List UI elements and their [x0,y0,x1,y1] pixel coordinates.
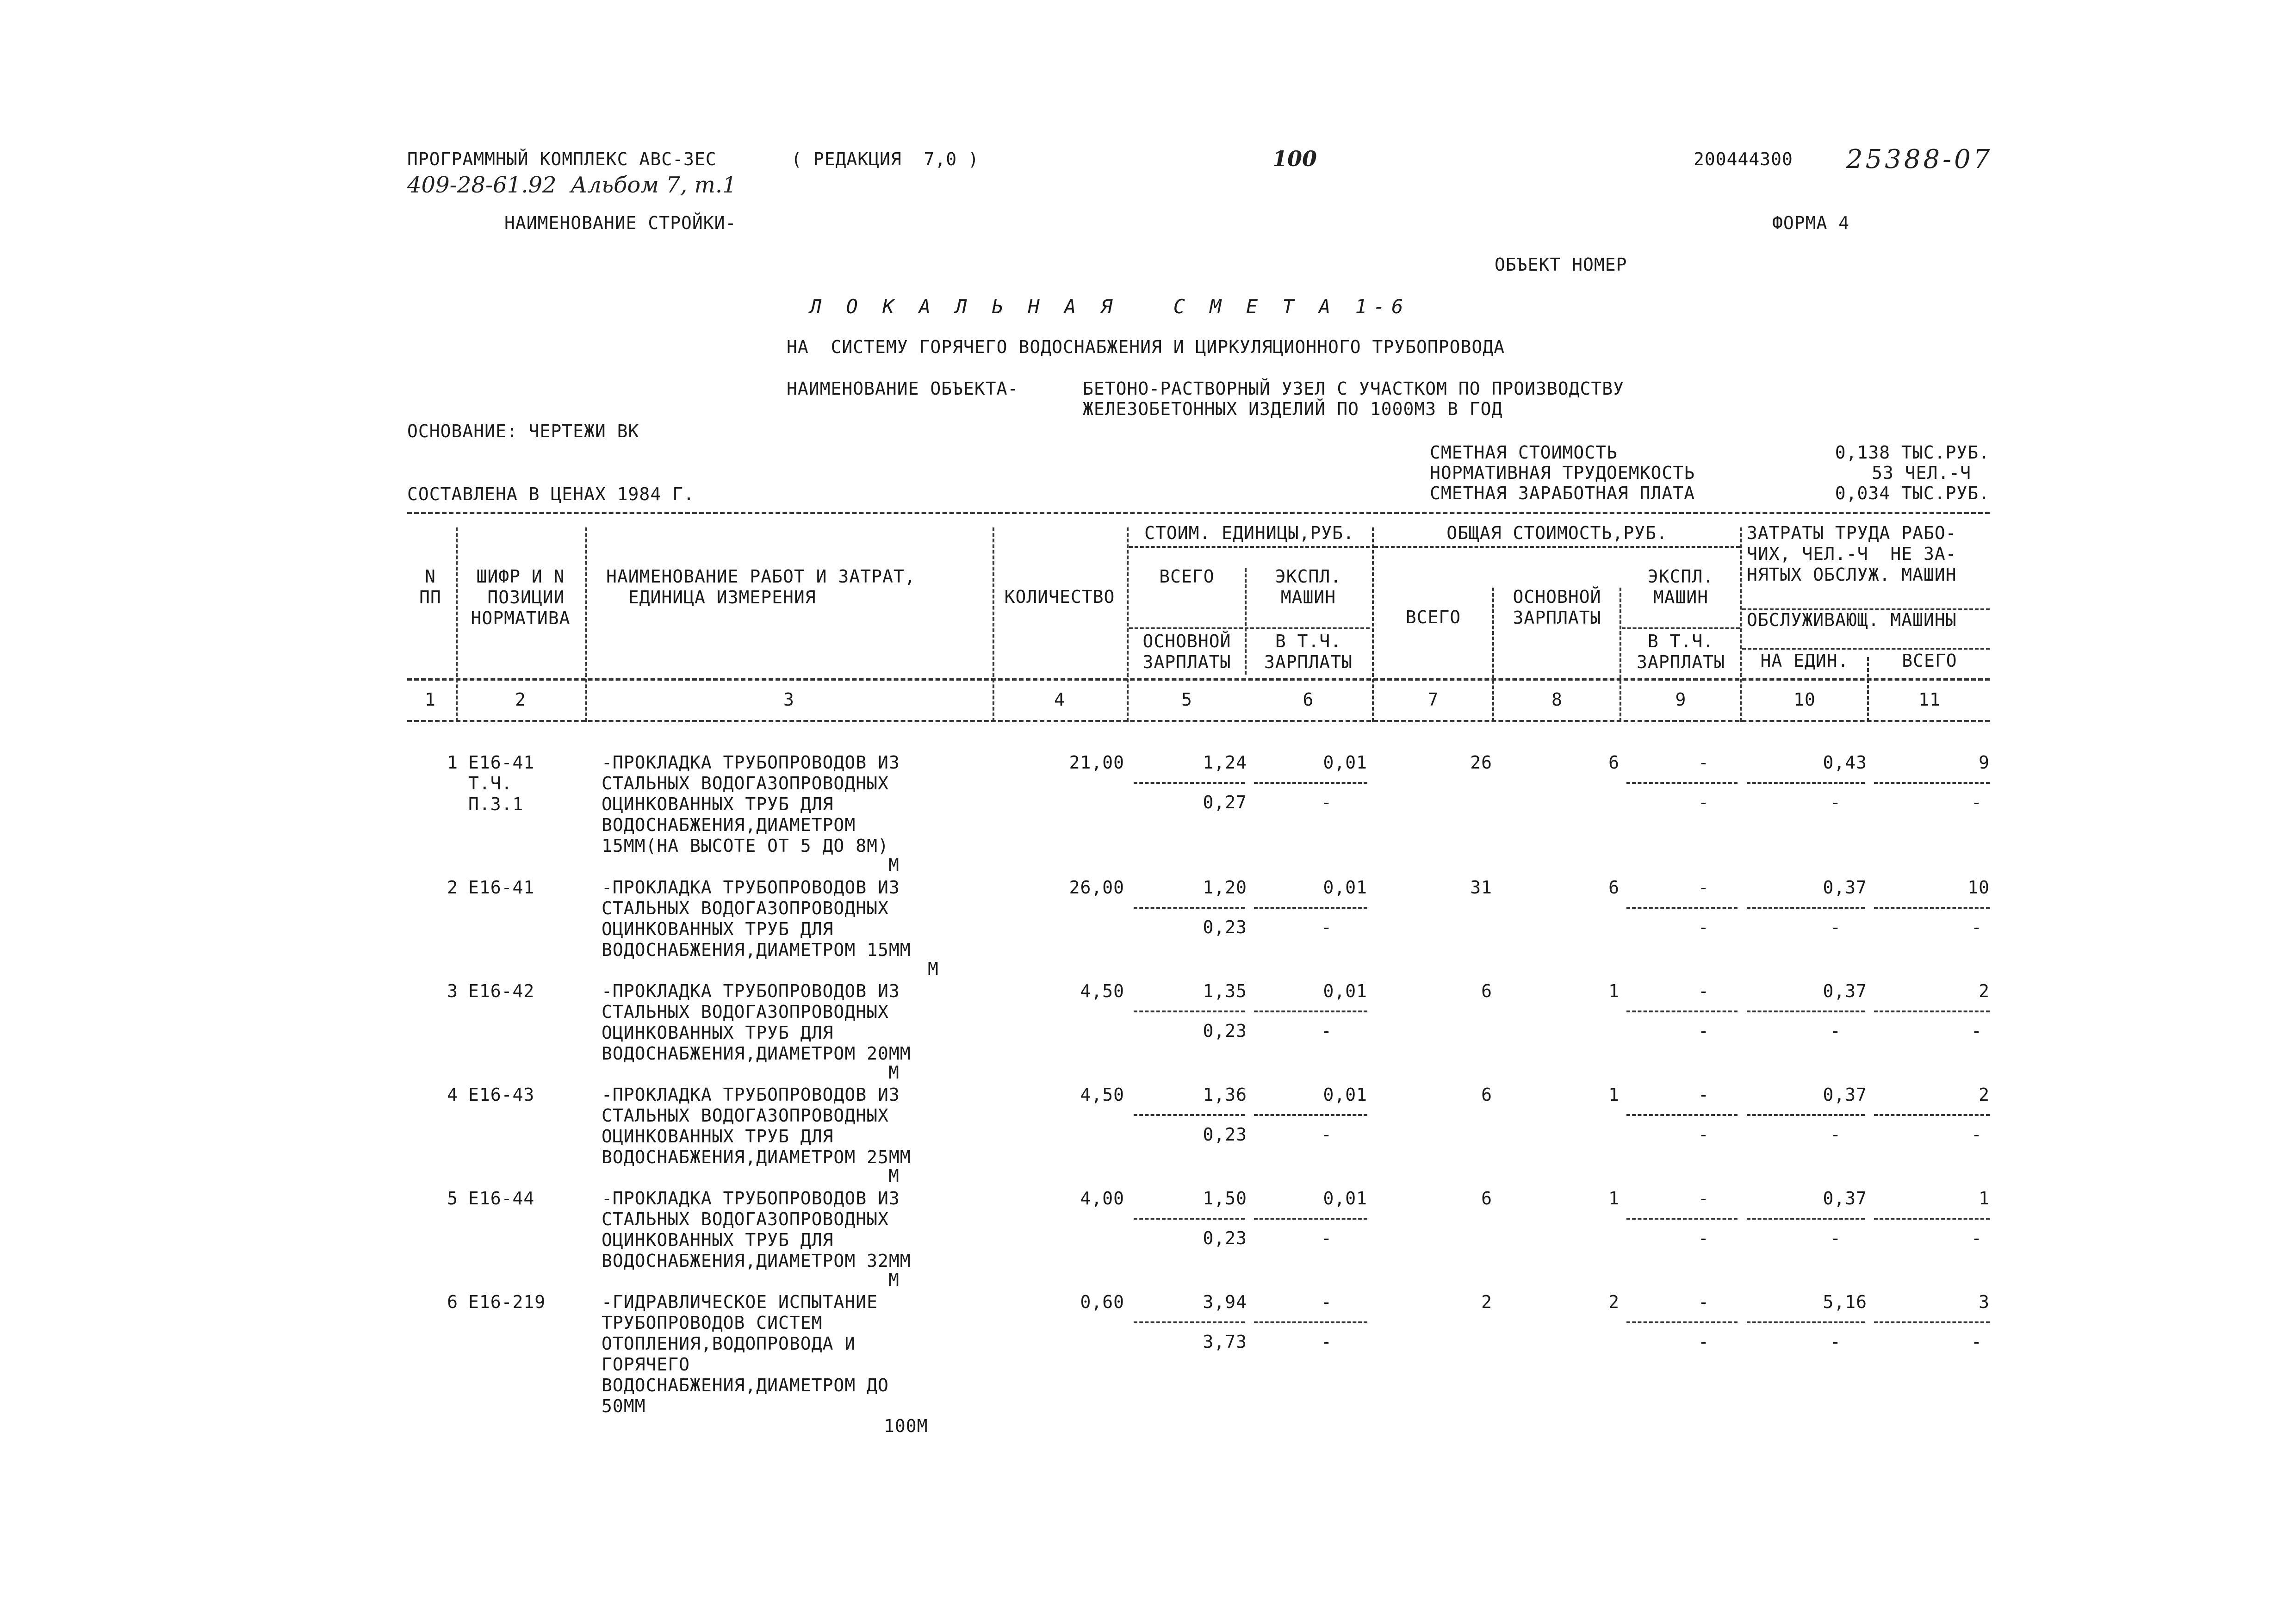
col-divider [1127,527,1129,722]
row-number: 4 [447,1085,458,1105]
col-number: 4 [1054,689,1065,710]
th-total-group: ОБЩАЯ СТОИМОСТЬ,РУБ. [1446,523,1668,543]
summary-labor-label: НОРМАТИВНАЯ ТРУДОЕМКОСТЬ [1430,463,1695,483]
row-labor-unit: 0,37 [1823,877,1867,898]
col-number: 11 [1918,689,1941,710]
header-group-rule [1129,546,1370,548]
col-number: 2 [515,689,526,710]
row-unit-wage: 0,23 [1203,1124,1247,1145]
row-number: 1 [447,752,458,773]
row-unit-total: 1,24 [1203,752,1247,773]
row-total: 2 [1481,1292,1492,1312]
row-name: -ПРОКЛАДКА ТРУБОПРОВОДОВ ИЗ СТАЛЬНЫХ ВОДОГАЗОПРОВОДНЫХ ОЦИНКОВАННЫХ ТРУБ ДЛЯ ВОДОСНАБЖЕНИЯ,ДИАМЕТРОМ 20ММ [602,981,911,1064]
th-labor-group: ЗАТРАТЫ ТРУДА РАБО- ЧИХ, ЧЕЛ.-Ч НЕ ЗА- НЯТЫХ ОБСЛУЖ. МАШИН [1747,523,1957,585]
row-unit-machine: 0,01 [1323,981,1367,1001]
cell-divider [1134,1114,1245,1116]
row-total-machine: - [1698,1085,1709,1105]
th-n: N ПП [419,566,441,608]
row-labor-total: 1 [1979,1188,1990,1209]
row-unit-machine: - [1321,1292,1332,1312]
row-total-machine-wage: - [1698,1332,1709,1352]
row-unit: М [888,1062,900,1083]
row-unit: М [888,855,900,875]
doc-title: Л О К А Л Ь Н А Я С М Е Т А 1-6 [810,295,1410,318]
row-total: 6 [1481,981,1492,1001]
cell-divider [1874,1114,1990,1116]
col-divider [585,527,587,722]
cell-divider [1874,1218,1990,1220]
row-unit-total: 1,50 [1203,1188,1247,1209]
handwritten-code: 25388-07 [1846,144,1993,174]
row-labor-total: 9 [1979,752,1990,773]
col-divider [993,527,994,722]
row-svc-total: - [1971,1228,1982,1248]
row-unit-wage: 0,27 [1203,792,1247,812]
row-total: 26 [1470,752,1492,773]
form-number: ФОРМА 4 [1772,213,1850,233]
row-unit-wage: 0,23 [1203,1021,1247,1041]
row-qty: 0,60 [1080,1292,1124,1312]
document-code: 200444300 [1694,149,1793,169]
row-svc-total: - [1971,1124,1982,1145]
col-divider [1372,527,1374,722]
summary-wage-label: СМЕТНАЯ ЗАРАБОТНАЯ ПЛАТА [1430,483,1695,503]
cell-divider [1134,1011,1245,1012]
row-unit-machine-wage: - [1321,1228,1332,1248]
cell-divider [1747,1011,1865,1012]
row-total-wage: 1 [1608,981,1620,1001]
row-unit-machine: 0,01 [1323,877,1367,898]
row-qty: 4,50 [1080,981,1124,1001]
row-unit-machine-wage: - [1321,1124,1332,1145]
row-svc-unit: - [1830,1332,1841,1352]
col-number: 1 [425,689,436,710]
row-labor-unit: 0,37 [1823,981,1867,1001]
cell-divider [1747,782,1865,784]
row-unit-wage: 0,23 [1203,1228,1247,1248]
row-total: 6 [1481,1188,1492,1209]
row-labor-unit: 0,43 [1823,752,1867,773]
cell-divider [1134,782,1245,784]
row-total-machine-wage: - [1698,1124,1709,1145]
row-total-machine: - [1698,1188,1709,1209]
th-code: ШИФР И N ПОЗИЦИИ НОРМАТИВА [471,566,571,628]
row-total: 31 [1470,877,1492,898]
row-name: -ПРОКЛАДКА ТРУБОПРОВОДОВ ИЗ СТАЛЬНЫХ ВОДОГАЗОПРОВОДНЫХ ОЦИНКОВАННЫХ ТРУБ ДЛЯ ВОДОСНАБЖЕНИЯ,ДИАМЕТРОМ 25ММ [602,1085,911,1167]
row-total-machine: - [1698,877,1709,898]
row-unit-total: 1,35 [1203,981,1247,1001]
row-labor-total: 2 [1979,981,1990,1001]
th-unit-wage: ОСНОВНОЙ ЗАРПЛАТЫ [1142,631,1231,672]
row-total-machine: - [1698,981,1709,1001]
cell-divider [1254,1218,1367,1220]
summary-labor-value: 53 ЧЕЛ.-Ч [1872,463,1971,483]
cell-divider [1134,907,1245,909]
row-unit: 100М [884,1416,928,1436]
object-name-label: НАИМЕНОВАНИЕ ОБЪЕКТА- [787,378,1019,399]
object-number-label: ОБЪЕКТ НОМЕР [1495,254,1627,275]
cell-divider [1747,1321,1865,1323]
cell-divider [1254,1114,1367,1116]
row-unit: М [888,1166,900,1186]
col-number: 6 [1303,689,1314,710]
row-number: 6 [447,1292,458,1312]
row-code: Е16-44 [468,1188,535,1209]
row-labor-unit: 5,16 [1823,1292,1867,1312]
row-total-machine: - [1698,1292,1709,1312]
col-divider [1245,568,1247,675]
header-top-rule [407,512,1990,514]
row-svc-unit: - [1830,1021,1841,1041]
basis: ОСНОВАНИЕ: ЧЕРТЕЖИ ВК [407,421,639,441]
cell-divider [1626,1011,1738,1012]
cell-divider [1747,907,1865,909]
row-code: Е16-219 [468,1292,546,1312]
row-unit-wage: 0,23 [1203,917,1247,937]
cell-divider [1626,1321,1738,1323]
row-total: 6 [1481,1085,1492,1105]
cell-divider [1874,1321,1990,1323]
th-labor-per-unit: НА ЕДИН. [1760,651,1849,671]
header-group-rule [1374,546,1740,548]
col-divider [1620,588,1621,722]
row-total-wage: 6 [1608,877,1620,898]
row-total-machine-wage: - [1698,1228,1709,1248]
row-svc-unit: - [1830,792,1841,812]
cell-divider [1626,907,1738,909]
row-qty: 26,00 [1069,877,1124,898]
row-name: -ПРОКЛАДКА ТРУБОПРОВОДОВ ИЗ СТАЛЬНЫХ ВОДОГАЗОПРОВОДНЫХ ОЦИНКОВАННЫХ ТРУБ ДЛЯ ВОДОСНАБЖЕНИЯ,ДИАМЕТРОМ 15ММ [602,877,911,960]
row-total-machine-wage: - [1698,917,1709,937]
row-svc-unit: - [1830,1124,1841,1145]
header-group-rule [1742,648,1990,650]
row-total-wage: 2 [1608,1292,1620,1312]
row-unit-machine: 0,01 [1323,752,1367,773]
numbers-bottom-rule [407,720,1990,722]
row-qty: 4,50 [1080,1085,1124,1105]
th-total-all: ВСЕГО [1405,607,1461,627]
row-labor-total: 3 [1979,1292,1990,1312]
row-unit: М [928,959,939,979]
row-name: -ГИДРАВЛИЧЕСКОЕ ИСПЫТАНИЕ ТРУБОПРОВОДОВ СИСТЕМ ОТОПЛЕНИЯ,ВОДОПРОВОДА И ГОРЯЧЕГО ВОДОСНАБЖЕНИЯ,ДИАМЕТРОМ ДО 50ММ [602,1292,889,1416]
construction-name-label: НАИМЕНОВАНИЕ СТРОЙКИ- [504,213,737,233]
row-unit-machine-wage: - [1321,792,1332,812]
summary-cost-label: СМЕТНАЯ СТОИМОСТЬ [1430,442,1618,463]
row-unit-total: 1,36 [1203,1085,1247,1105]
row-svc-total: - [1971,917,1982,937]
col-divider [456,527,458,722]
row-qty: 4,00 [1080,1188,1124,1209]
cell-divider [1626,1218,1738,1220]
row-svc-total: - [1971,1332,1982,1352]
row-total-wage: 1 [1608,1085,1620,1105]
row-labor-total: 10 [1967,877,1990,898]
th-total-wage: ОСНОВНОЙ ЗАРПЛАТЫ [1513,587,1601,628]
row-qty: 21,00 [1069,752,1124,773]
th-qty: КОЛИЧЕСТВО [1004,587,1115,607]
object-name-line1: БЕТОНО-РАСТВОРНЫЙ УЗЕЛ С УЧАСТКОМ ПО ПРОИЗВОДСТВУ [1083,378,1625,399]
page-number: 100 [1272,146,1317,171]
row-number: 3 [447,981,458,1001]
cell-divider [1254,1011,1367,1012]
cell-divider [1747,1114,1865,1116]
col-divider [1867,657,1869,722]
cell-divider [1254,907,1367,909]
col-divider [1740,527,1742,722]
col-number: 10 [1793,689,1816,710]
cell-divider [1134,1321,1245,1323]
th-total-machine-wage: В Т.Ч. ЗАРПЛАТЫ [1636,631,1725,672]
row-labor-unit: 0,37 [1823,1188,1867,1209]
edition: ( РЕДАКЦИЯ 7,0 ) [791,149,979,169]
cell-divider [1874,782,1990,784]
row-code: Е16-41 Т.Ч. П.3.1 [468,752,535,814]
row-unit-machine-wage: - [1321,917,1332,937]
object-name-line2: ЖЕЛЕЗОБЕТОННЫХ ИЗДЕЛИЙ ПО 1000М3 В ГОД [1083,399,1503,419]
row-number: 2 [447,877,458,898]
th-unit-machine: ЭКСПЛ. МАШИН [1275,566,1342,608]
prices-year: СОСТАВЛЕНА В ЦЕНАХ 1984 Г. [407,484,695,504]
col-number: 9 [1675,689,1687,710]
header-bottom-rule [407,678,1990,681]
row-labor-unit: 0,37 [1823,1085,1867,1105]
row-unit-total: 3,94 [1203,1292,1247,1312]
cell-divider [1254,1321,1367,1323]
row-code: Е16-43 [468,1085,535,1105]
row-unit-machine-wage: - [1321,1021,1332,1041]
handwritten-album-note: 409-28-61.92 Альбом 7, т.1 [407,172,737,198]
row-unit-machine: 0,01 [1323,1085,1367,1105]
cell-divider [1626,782,1738,784]
row-unit-machine: 0,01 [1323,1188,1367,1209]
row-name: -ПРОКЛАДКА ТРУБОПРОВОДОВ ИЗ СТАЛЬНЫХ ВОДОГАЗОПРОВОДНЫХ ОЦИНКОВАННЫХ ТРУБ ДЛЯ ВОДОСНАБЖЕНИЯ,ДИАМЕТРОМ 15ММ(НА ВЫСОТЕ ОТ 5 ДО 8М) [602,752,900,856]
cell-divider [1874,1011,1990,1012]
row-unit-wage: 3,73 [1203,1332,1247,1352]
cell-divider [1874,907,1990,909]
row-code: Е16-42 [468,981,535,1001]
th-unit-machine-wage: В Т.Ч. ЗАРПЛАТЫ [1264,631,1353,672]
row-number: 5 [447,1188,458,1209]
row-svc-unit: - [1830,917,1841,937]
th-total-machine: ЭКСПЛ. МАШИН [1647,566,1714,608]
row-name: -ПРОКЛАДКА ТРУБОПРОВОДОВ ИЗ СТАЛЬНЫХ ВОДОГАЗОПРОВОДНЫХ ОЦИНКОВАННЫХ ТРУБ ДЛЯ ВОДОСНАБЖЕНИЯ,ДИАМЕТРОМ 32ММ [602,1188,911,1271]
cell-divider [1747,1218,1865,1220]
row-total-machine-wage: - [1698,792,1709,812]
row-svc-total: - [1971,792,1982,812]
cell-divider [1254,782,1367,784]
row-code: Е16-41 [468,877,535,898]
header-group-rule [1622,627,1740,629]
row-total-wage: 6 [1608,752,1620,773]
th-name: НАИМЕНОВАНИЕ РАБОТ И ЗАТРАТ, ЕДИНИЦА ИЗМЕРЕНИЯ [606,566,916,608]
doc-subtitle: НА СИСТЕМУ ГОРЯЧЕГО ВОДОСНАБЖЕНИЯ И ЦИРКУЛЯЦИОННОГО ТРУБОПРОВОДА [787,337,1505,357]
row-unit-total: 1,20 [1203,877,1247,898]
header-group-rule [1129,627,1370,629]
th-unit-cost-group: СТОИМ. ЕДИНИЦЫ,РУБ. [1144,523,1354,543]
row-unit: М [888,1270,900,1290]
row-labor-total: 2 [1979,1085,1990,1105]
row-total-machine: - [1698,752,1709,773]
cell-divider [1626,1114,1738,1116]
col-divider [1492,588,1494,722]
th-labor-total: ВСЕГО [1902,651,1957,671]
cell-divider [1134,1218,1245,1220]
row-total-wage: 1 [1608,1188,1620,1209]
col-number: 5 [1181,689,1192,710]
col-number: 3 [783,689,794,710]
summary-wage-value: 0,034 ТЫС.РУБ. [1835,483,1990,503]
row-svc-unit: - [1830,1228,1841,1248]
row-svc-total: - [1971,1021,1982,1041]
col-number: 7 [1427,689,1439,710]
th-unit-total: ВСЕГО [1159,566,1215,587]
row-unit-machine-wage: - [1321,1332,1332,1352]
th-labor-service: ОБСЛУЖИВАЮЩ. МАШИНЫ [1747,610,1957,630]
summary-cost-value: 0,138 ТЫС.РУБ. [1835,442,1990,463]
program-name: ПРОГРАММНЫЙ КОМПЛЕКС АВС-3ЕС [407,149,717,169]
row-total-machine-wage: - [1698,1021,1709,1041]
col-number: 8 [1551,689,1563,710]
